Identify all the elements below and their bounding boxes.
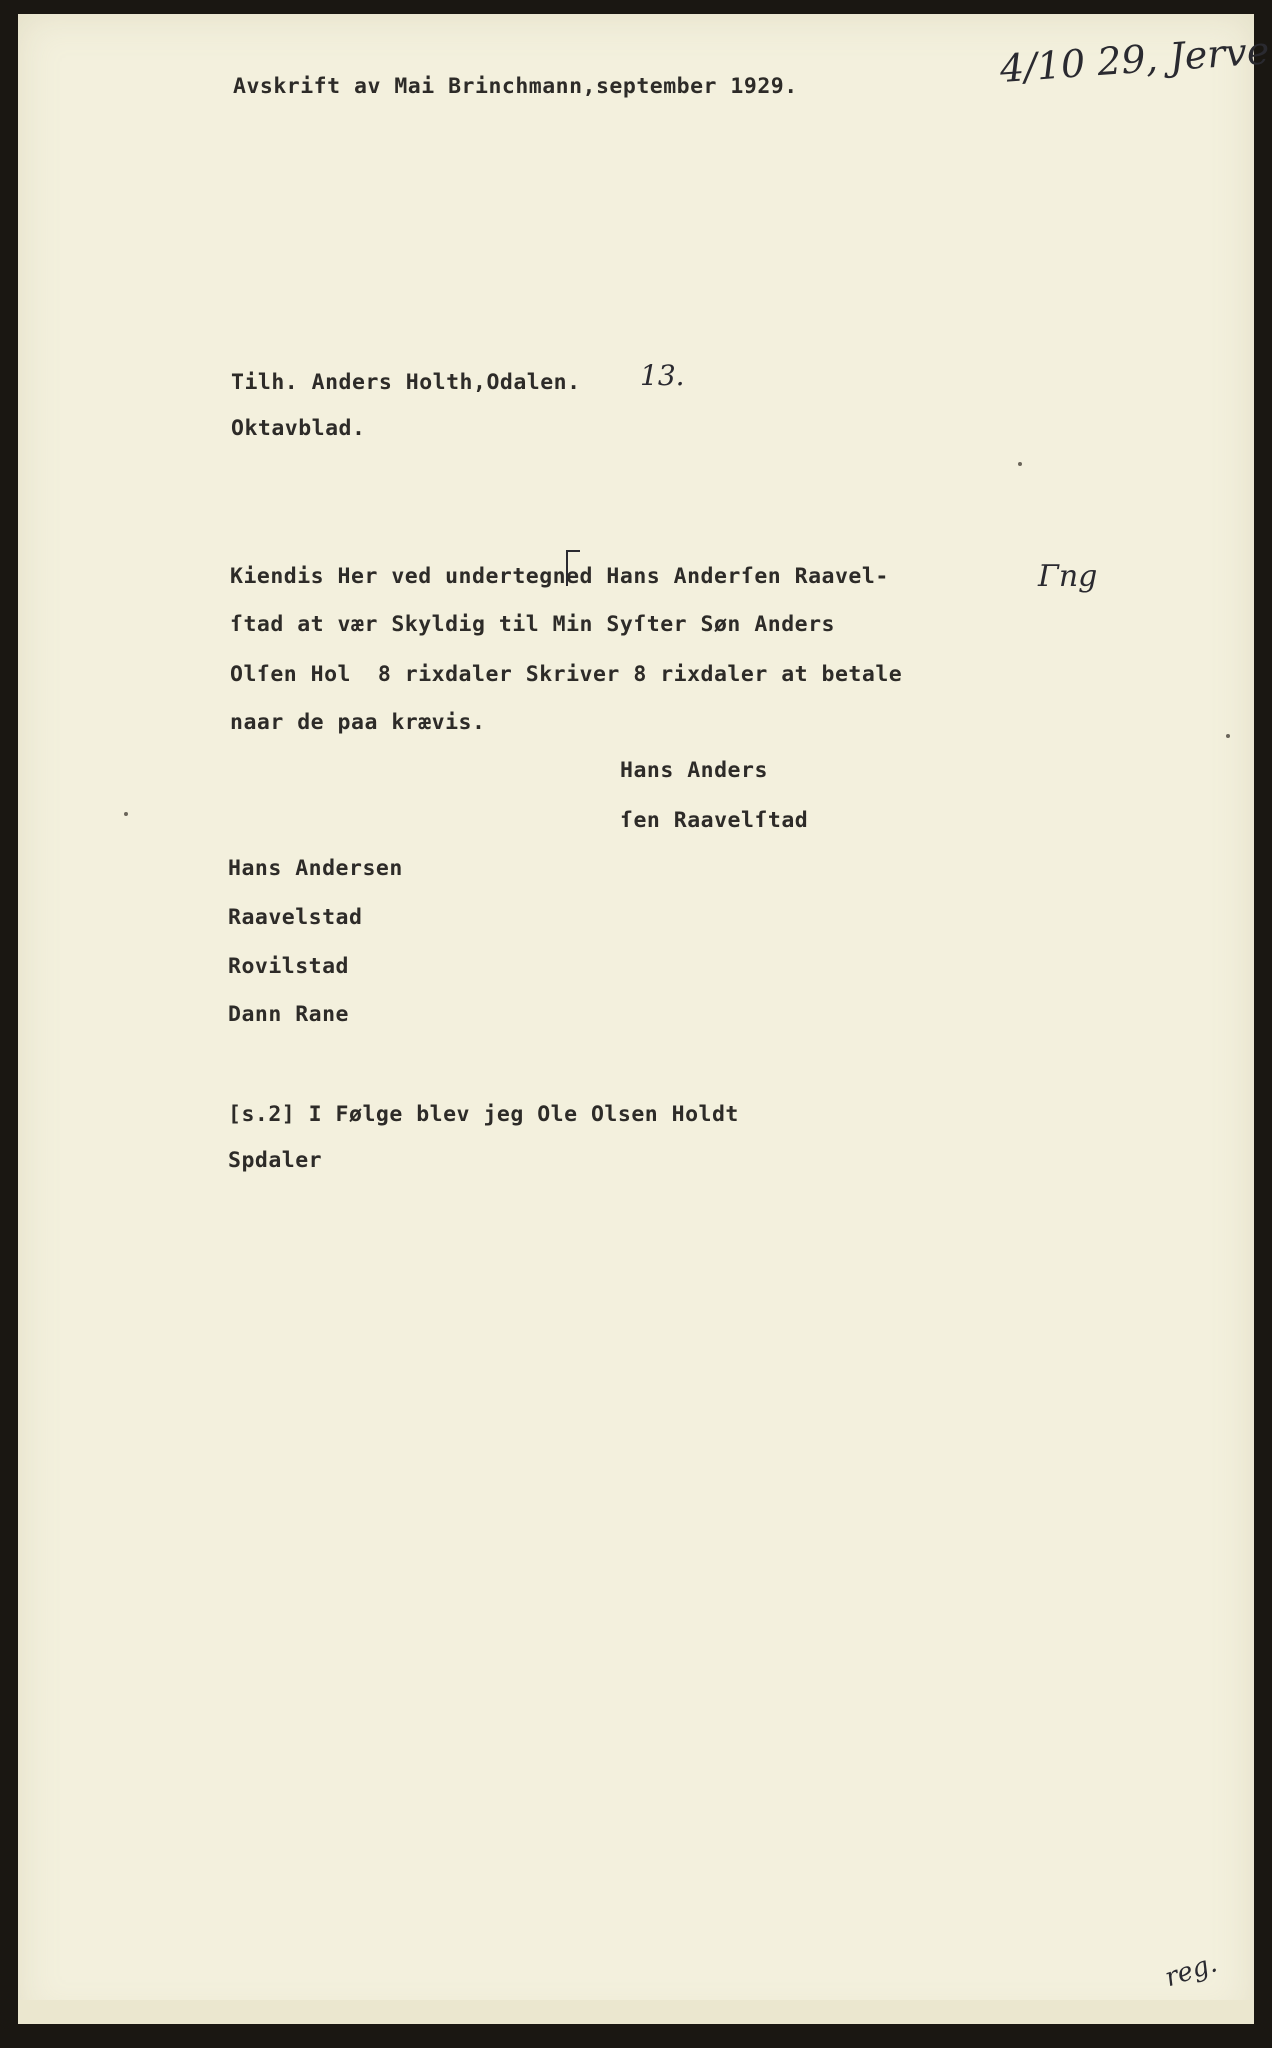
witness-line-4: Dann Rane [228, 1002, 349, 1027]
page-two-line-1: [s.2] I Følge blev jeg Ole Olsen Holdt [228, 1102, 739, 1127]
insertion-mark [566, 550, 580, 586]
signature-line-1: Hans Anders [620, 758, 768, 783]
body-line-4: naar de paa krævis. [230, 710, 486, 735]
item-number-handwritten: 13. [640, 359, 685, 392]
owner-line: Tilh. Anders Holth,Odalen. [231, 370, 581, 395]
witness-line-2: Raavelstad [228, 905, 363, 930]
page-two-line-2: Spdaler [228, 1148, 323, 1173]
document-page [18, 14, 1271, 2024]
witness-line-3: Rovilstad [228, 954, 349, 979]
reg-mark-handwritten: reg. [1161, 1948, 1221, 1994]
page-bottom-edge [18, 2000, 1254, 2024]
format-line: Oktavblad. [231, 416, 366, 441]
paper-speck [1018, 462, 1022, 466]
body-line-3: Olſen Hol 8 rixdaler Skriver 8 rixdaler at betale [230, 662, 903, 687]
body-line-1: Kiendis Her ved undertegned Hans Anderſen Raavel- [230, 564, 889, 589]
paper-speck [1226, 734, 1230, 738]
archive-reference-handwritten: 4/10 29, Jerve [998, 28, 1271, 91]
body-line-2: ſtad at vær Skyldig til Min Syſter Søn Anders [230, 612, 835, 637]
margin-note-handwritten: Γng [1038, 559, 1098, 594]
witness-line-1: Hans Andersen [228, 856, 403, 881]
transcription-header: Avskrift av Mai Brinchmann,september 1929. [233, 74, 798, 99]
signature-line-2: ſen Raavelſtad [620, 808, 809, 833]
paper-speck [124, 812, 128, 816]
